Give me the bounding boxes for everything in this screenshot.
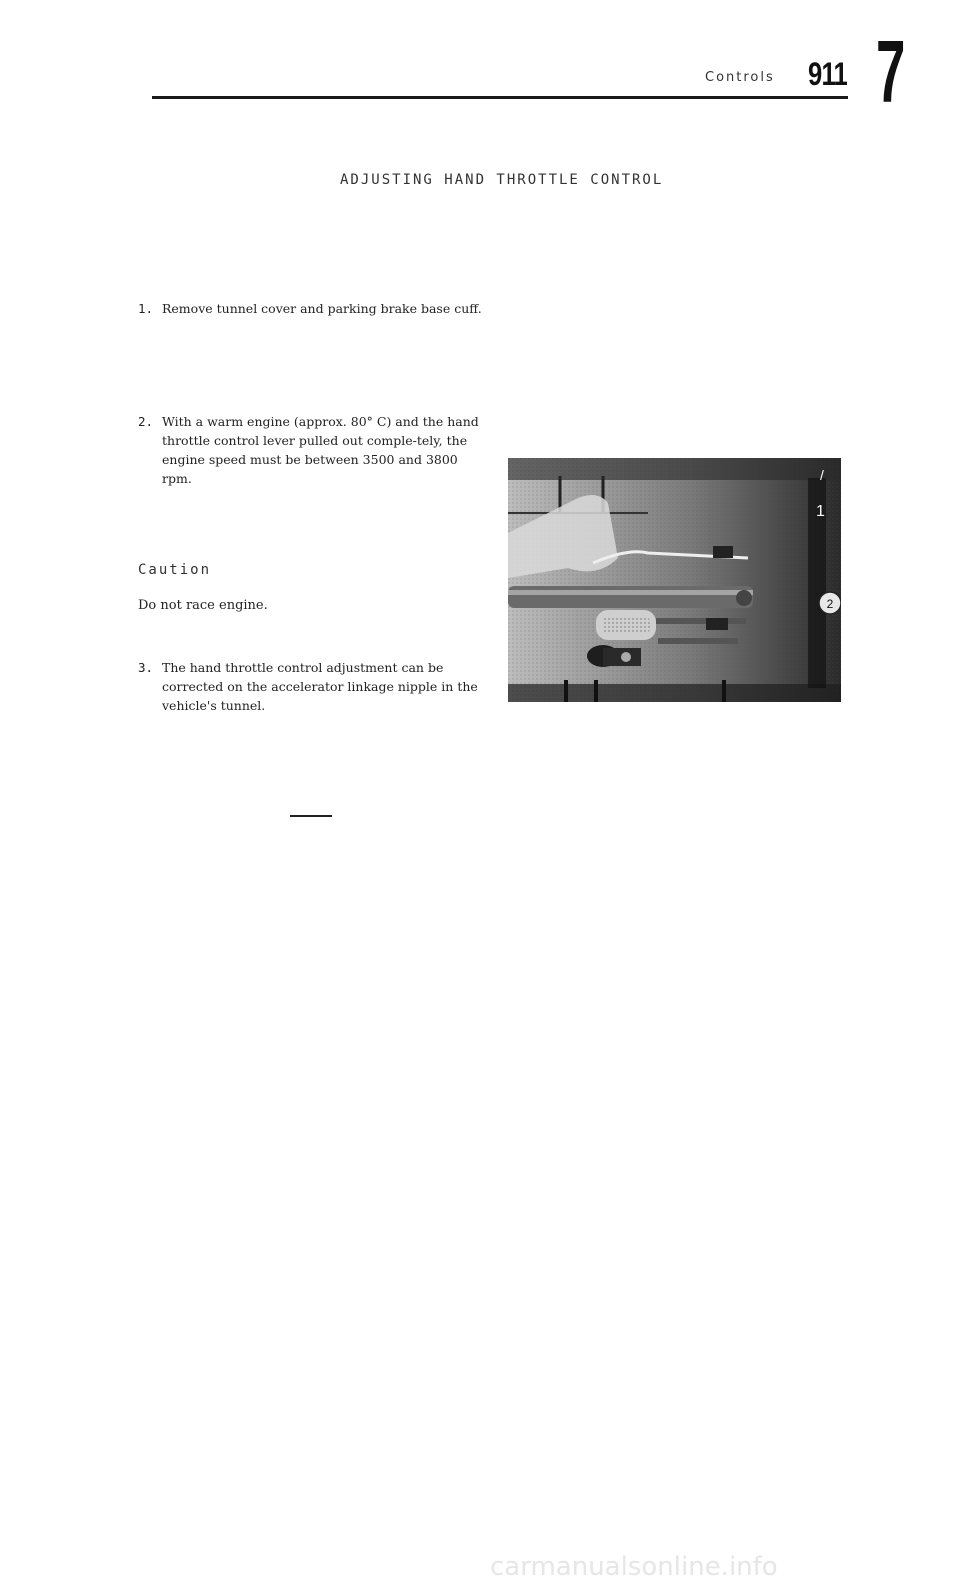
- step-1: [138, 299, 483, 318]
- header-section-label: Controls: [705, 70, 775, 85]
- step-number: 1.: [138, 301, 154, 316]
- figure-callout: /: [820, 467, 824, 483]
- page-title: ADJUSTING HAND THROTTLE CONTROL: [340, 172, 664, 188]
- step-number: 2.: [138, 414, 154, 429]
- caution-text: Do not race engine.: [138, 598, 268, 613]
- step-2: [138, 412, 483, 488]
- step-number: 3.: [138, 660, 154, 675]
- figure-callout: 1: [816, 503, 825, 520]
- step-text: The hand throttle control adjustment can be corrected on the accelerator linkage nipple in the vehicle's tunnel.: [162, 660, 478, 713]
- header-rule: [152, 96, 848, 99]
- tunnel-linkage-photo: [508, 458, 841, 702]
- step-3: [138, 658, 483, 715]
- caution-label: Caution: [138, 562, 212, 578]
- step-text: With a warm engine (approx. 80° C) and the hand throttle control lever pulled out comple-tely, the engine speed must be between 3500 and 3800 rpm.: [162, 414, 479, 486]
- step-text: Remove tunnel cover and parking brake base cuff.: [162, 301, 482, 316]
- header-chapter-number: 7: [876, 22, 906, 121]
- end-rule: [290, 815, 332, 817]
- figure-callout: 2: [826, 597, 834, 611]
- watermark: carmanualsonline.info: [490, 1552, 778, 1582]
- header-model: 911: [808, 56, 847, 92]
